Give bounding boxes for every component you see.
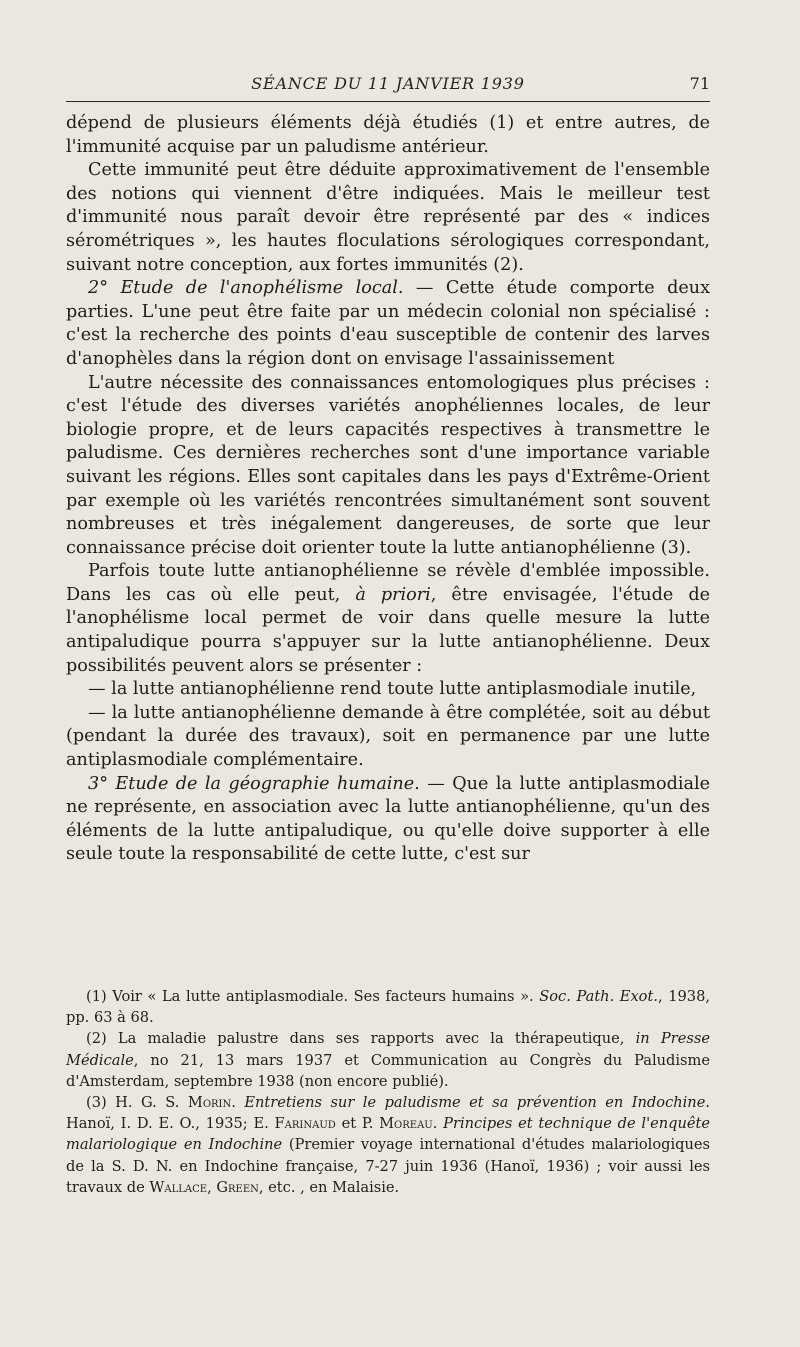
footnote-3-text-i: , bbox=[207, 1178, 217, 1196]
paragraph-4: L'autre nécessite des connaissances entomologiques plus précises : c'est l'étude des diverses variétés anophéliennes locales, de leur biologie propre, et de leurs capacités respectives à transmettre le paludisme. Ces dernières recherches sont d'une importance variable suivant les régions. Elles sont capitales dans les pays d'Extrême-Orient par exemple où les variétés rencontrées simultanément sont souvent nombreuses et très inégalement dangereuses, de sorte que leur connaissance précise doit orienter toute la lutte antianophélienne (3). bbox=[66, 372, 710, 558]
footnote-3-text-b: . bbox=[231, 1094, 245, 1112]
footnote-3-text-f: . bbox=[432, 1115, 444, 1133]
footnote-2-text: (2) La maladie palustre dans ses rapports avec la thérapeutique, bbox=[86, 1030, 636, 1048]
author-wallace: Wallace bbox=[149, 1178, 208, 1196]
footnote-3-text-e: et P. bbox=[335, 1115, 380, 1133]
paragraph-5-b: , être envisagée, l'étude de l'anophélisme local permet de voir dans quelle mesure la lutte antipaludique pourra s'appuyer sur la lutte antianophélienne. Deux possibilités peuvent alors se présenter : bbox=[66, 584, 710, 676]
footnote-1-ref: , 1938, pp. 63 à 68. bbox=[66, 988, 710, 1027]
paragraph-5 bbox=[66, 560, 710, 678]
dash-item-2: — la lutte antianophélienne demande à être complétée, soit au début (pendant la durée des travaux), soit en permanence par une lutte antiplasmodiale complémentaire. bbox=[66, 702, 710, 771]
paragraph-3 bbox=[66, 277, 710, 371]
footnote-1 bbox=[66, 986, 710, 1028]
paragraph-8 bbox=[66, 773, 710, 867]
author-farinaud: Farinaud bbox=[274, 1115, 336, 1133]
header-rule bbox=[66, 101, 710, 102]
footnote-3-text-h: (Premier voyage international d'études malariologiques de la S. D. N. en Indochine française, 7-27 juin 1936 (Hanoï, 1936) ; voir aussi les travaux de bbox=[66, 1136, 710, 1196]
paragraph-1: dépend de plusieurs éléments déjà étudiés (1) et entre autres, de l'immunité acquise par un paludisme antérieur. bbox=[66, 113, 710, 157]
paragraph-5-italic: à priori bbox=[355, 584, 431, 605]
footnote-3-text-j: , etc. , en Malaisie. bbox=[258, 1178, 400, 1196]
footnote-3-title-1: Entretiens sur le paludisme et sa prévention en Indochine bbox=[244, 1094, 706, 1112]
footnote-2 bbox=[66, 1028, 710, 1092]
paragraph-2: Cette immunité peut être déduite approximativement de l'ensemble des notions qui viennent d'être indiquées. Mais le meilleur test d'immunité nous paraît devoir être représenté par des « indices sérométriques », les hautes floculations sérologiques correspondant, suivant notre conception, aux fortes immunités (2). bbox=[66, 160, 710, 275]
footnote-3-text-d: . Hanoï, I. D. E. O., 1935; E. bbox=[66, 1094, 710, 1133]
footnote-1-journal: Soc. Path. Exot. bbox=[539, 988, 658, 1005]
footnote-2-ref: , no 21, 13 mars 1937 et Communication au Congrès du Paludisme d'Amsterdam, septembre 1938 (non encore publié). bbox=[66, 1051, 710, 1090]
dash-item-1: — la lutte antianophélienne rend toute lutte antiplasmodiale inutile, bbox=[88, 679, 697, 700]
running-title: SÉANCE DU 11 JANVIER 1939 bbox=[251, 74, 525, 93]
author-morin: Morin bbox=[187, 1094, 232, 1112]
author-green: Green bbox=[216, 1178, 259, 1196]
body-text bbox=[66, 112, 710, 867]
paragraph-8-text: — Que la lutte antiplasmodiale ne représente, en association avec la lutte antianophélienne, qu'un des éléments de la lutte antipaludique, ou qu'elle doive supporter à elle seule toute la responsabilité de cette lutte, c'est sur bbox=[66, 773, 710, 865]
footnote-2-journal: in Presse Médicale bbox=[66, 1030, 710, 1069]
footnote-1-text: (1) Voir « La lutte antiplasmodiale. Ses facteurs humains ». bbox=[86, 988, 540, 1005]
section-2-heading: 2° Etude de l'anophélisme local. bbox=[88, 278, 404, 299]
paragraph-3-text: — Cette étude comporte deux parties. L'une peut être faite par un médecin colonial non spécialisé : c'est la recherche des points d'eau susceptible de contenir des larves d'anophèles dans la région dont on envisage l'assainissement bbox=[66, 278, 710, 369]
footnote-3 bbox=[66, 1092, 710, 1198]
paragraph-5-a: Parfois toute lutte antianophélienne se révèle d'emblée impossible. Dans les cas où elle peut, bbox=[66, 561, 710, 605]
author-moreau: Moreau bbox=[379, 1115, 433, 1133]
footnote-3-title-2: Principes et technique de l'enquête malariologique en Indochine bbox=[66, 1115, 710, 1154]
footnote-3-text-a: (3) H. G. S. bbox=[86, 1094, 188, 1112]
footnotes bbox=[66, 986, 710, 1198]
running-head bbox=[66, 74, 710, 100]
page-number: 71 bbox=[689, 74, 710, 93]
section-3-heading: 3° Etude de la géographie humaine. bbox=[88, 773, 420, 794]
